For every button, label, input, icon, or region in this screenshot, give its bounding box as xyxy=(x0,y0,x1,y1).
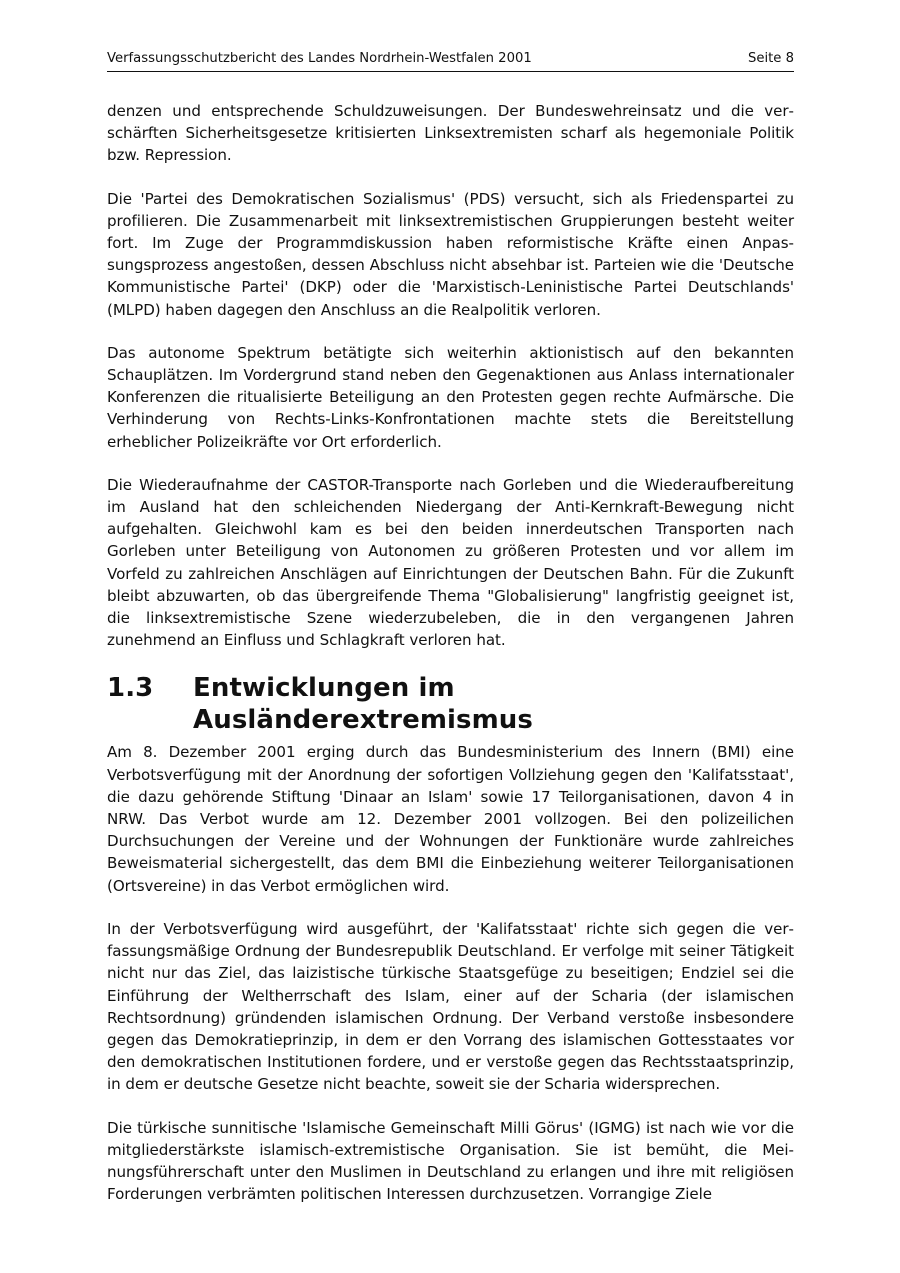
section-title: Entwicklungen im Ausländerextremismus xyxy=(193,673,533,736)
paragraph-pds: Die 'Partei des Demokratischen Sozialismus' (PDS) versucht, sich als Friedenspartei zu profilieren. Die Zusammenarbeit mit linksextremistischen Gruppierungen besteht weiter fort. Im Zuge der Programmdiskussion haben reformistische Kräfte einen Anpassungsprozess angestoßen, dessen Abschluss nicht absehbar ist. Parteien wie die 'Deutsche Kommunistische Partei' (DKP) oder die 'Marxistisch-Leninistische Partei Deutschlands' (MLPD) haben dagegen den Anschluss an die Realpolitik verloren. xyxy=(107,189,794,319)
paragraph-ban-order: Am 8. Dezember 2001 erging durch das Bundesministerium des Innern (BMI) eine Verbotsverfügung mit der Anordnung der sofortigen Vollziehung gegen den 'Kalifatsstaat', die dazu gehörende Stiftung 'Dinaar an Islam' sowie 17 Teilorganisationen, davon 4 in NRW. Das Verbot wurde am 12. Dezember 2001 vollzogen. Bei den polizeilichen Durchsuchungen der Vereine und der Wohnungen der Funktionäre wurde zahlreiches Beweismaterial sichergestellt, das dem BMI die Einbeziehung weiterer Teilorganisationen (Ortsvereine) in das Verbot ermöglichen wird. xyxy=(107,743,794,895)
page-number: Seite 8 xyxy=(747,51,794,66)
running-header xyxy=(107,50,794,72)
paragraph-castor-transports: Die Wiederaufnahme der CASTOR-Transporte nach Gorleben und die Wiederaufbereitung im Ausland hat den schleichenden Niedergang der Anti-Kernkraft-Bewegung nicht aufgehalten. Gleichwohl kam es bei den beiden innerdeutschen Transporten nach Gorleben unter Beteiligung von Autonomen zu größeren Protesten und vor allem im Vorfeld zu zahlreichen Anschlägen auf Einrichtungen der Deutschen Bahn. Für die Zukunft bleibt abzuwarten, ob das übergreifende Thema "Globalisierung" langfristig geeignet ist, die linksextremistische Szene wiederzubeleben, die in den vergangenen Jahren zunehmend an Einfluss und Schlagkraft verloren hat. xyxy=(107,475,794,650)
document-page xyxy=(107,50,794,1226)
section-heading xyxy=(107,672,794,736)
paragraph-ban-reasons: In der Verbotsverfügung wird ausgeführt, der 'Kalifatsstaat' richte sich gegen die verfassungsmäßige Ordnung der Bundesrepublik Deutschland. Er verfolge mit seiner Tätigkeit nicht nur das Ziel, das laizistische türkische Staatsgefüge zu beseitigen; Endziel sei die Einführung der Weltherrschaft des Islam, einer auf der Scharia (der islamischen Rechtsordnung) gründenden islamischen Ordnung. Der Verband verstoße insbesondere gegen das Demokratieprinzip, in dem er den Vorrang des islamischen Gottesstaates vor den demokratischen Institutionen fordere, und er verstoße gegen das Rechtsstaatsprinzip, in dem er deutsche Gesetze nicht beachte, soweit sie der Scharia widersprechen. xyxy=(107,919,794,1094)
section-number: 1.3 xyxy=(107,673,154,704)
paragraph-left-extremism-summary: denzen und entsprechende Schuldzuweisungen. Der Bundeswehreinsatz und die verschärften Sicherheitsgesetze kritisierten Linksextremisten scharf als hegemoniale Politik bzw. Repression. xyxy=(107,102,794,165)
report-title: Verfassungsschutzbericht des Landes Nordrhein-Westfalen 2001 xyxy=(107,51,532,66)
paragraph-igmg: Die türkische sunnitische 'Islamische Gemeinschaft Milli Görus' (IGMG) ist nach wie vor die mitgliederstärkste islamisch-extremistische Organisation. Sie ist bemüht, die Meinungsführerschaft unter den Muslimen in Deutschland zu erlangen und ihre mit religiösen Forderungen verbrämten politischen Interessen durchzusetzen. Vorrangige Ziele xyxy=(107,1118,794,1204)
paragraph-autonomous-spectrum: Das autonome Spektrum betätigte sich weiterhin aktionistisch auf den bekannten Schauplätzen. Im Vordergrund stand neben den Gegenaktionen aus Anlass internationaler Konferenzen die ritualisierte Beteiligung an den Protesten gegen rechte Aufmärsche. Die Verhinderung von Rechts-Links-Konfrontationen machte stets die Bereitstellung erheblicher Polizeikräfte vor Ort erforderlich. xyxy=(107,343,794,451)
